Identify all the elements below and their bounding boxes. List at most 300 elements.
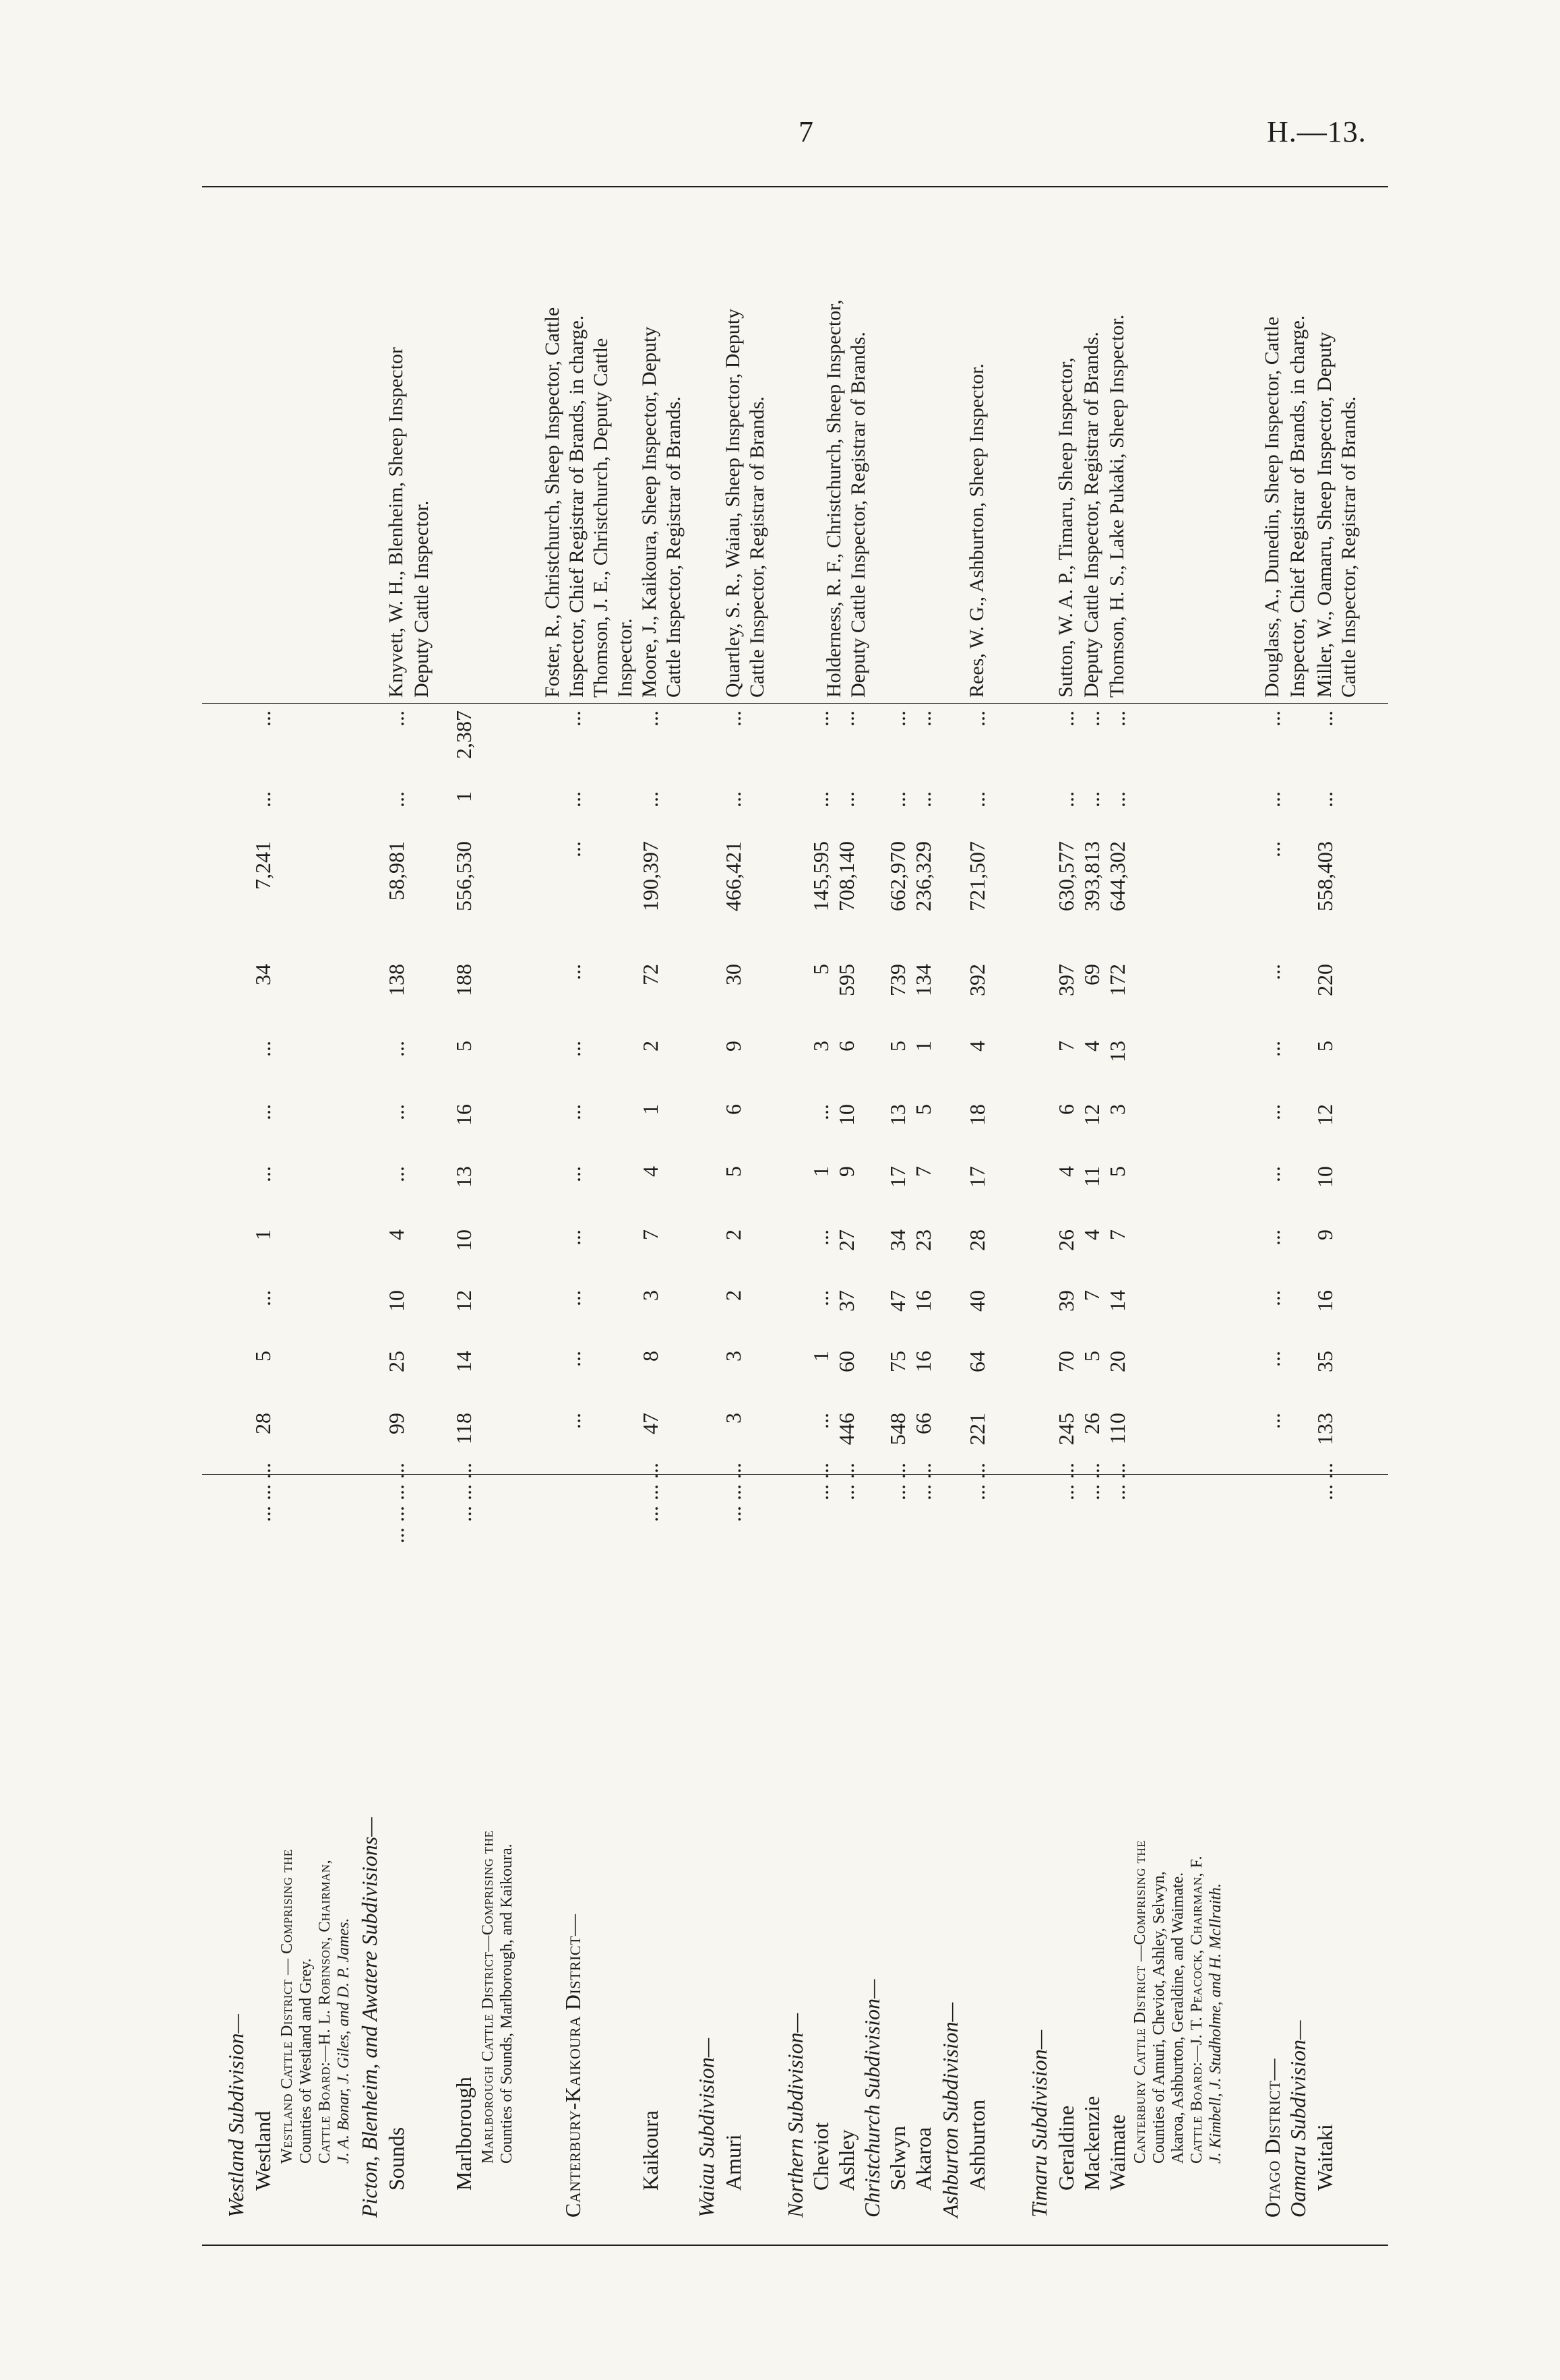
- table-cell: 70: [1054, 1351, 1078, 1372]
- table-cell: 7: [1080, 1290, 1104, 1301]
- table-cell: 28: [251, 1413, 275, 1434]
- table-cell: 5: [1080, 1351, 1104, 1362]
- table-cell: 134: [911, 964, 935, 996]
- inspector-text: Deputy Cattle Inspector, Registrar of Brands.: [847, 332, 869, 698]
- table-row: [356, 189, 383, 2245]
- row-label-text: Northern Subdivision—: [783, 2013, 807, 2218]
- inspector-text: Foster, R., Christchurch, Sheep Inspector, Cattle: [541, 307, 563, 698]
- table-cell: ...: [721, 791, 745, 807]
- row-label: [1206, 1429, 1225, 2164]
- inspector-text: Sutton, W. A. P., Timaru, Sheep Inspector,: [1055, 357, 1077, 698]
- table-cell: 17: [885, 1166, 910, 1188]
- inspector-text: Thomson, H. S., Lake Pukaki, Sheep Inspector.: [1106, 314, 1128, 698]
- row-label-text: Counties of Amuri, Cheviot, Ashley, Selwyn,: [1150, 1871, 1168, 2164]
- table-cell: ...: [561, 1290, 585, 1306]
- inspector-text: Douglass, A., Dunedin, Sheep Inspector, Cattle: [1261, 316, 1283, 698]
- table-cell: 7: [1054, 1041, 1078, 1051]
- table-cell: 5: [451, 1041, 476, 1051]
- table-cell: ...: [561, 1229, 585, 1246]
- table-cell: 18: [965, 1104, 989, 1126]
- leader-dots: ... ...: [1080, 1463, 1104, 1500]
- row-label-text: Akaroa: [911, 2127, 935, 2191]
- table-cell: 393,813: [1080, 841, 1104, 911]
- table-cell: 6: [721, 1104, 745, 1115]
- table-cell: ...: [809, 1104, 833, 1120]
- inspector-line: [964, 189, 991, 2245]
- row-label-text: Marlborough: [451, 2077, 476, 2191]
- leader-dots: ... ... ... ...: [384, 1463, 408, 1544]
- table-cell: ...: [561, 1351, 585, 1367]
- table-cell: 3: [638, 1290, 662, 1301]
- table-cell: 4: [638, 1166, 662, 1177]
- inspector-text: Thomson, J. E., Christchurch, Deputy Cattle: [590, 338, 612, 698]
- table-cell: 4: [1080, 1229, 1104, 1240]
- table-cell: 7,241: [251, 841, 275, 890]
- table-cell: ...: [251, 1290, 275, 1306]
- row-label-text: Christchurch Subdivision—: [860, 1979, 884, 2218]
- table-cell: 30: [721, 964, 745, 985]
- table-cell: 548: [885, 1413, 910, 1445]
- table-cell: 27: [834, 1229, 859, 1251]
- table-cell: 556,530: [451, 841, 476, 911]
- table-cell: 26: [1080, 1413, 1104, 1434]
- table-cell: 3: [721, 1413, 745, 1424]
- table-cell: ...: [1260, 1229, 1284, 1246]
- row-label: [782, 1483, 809, 2218]
- row-label: [497, 1429, 516, 2164]
- table-cell: ...: [561, 1041, 585, 1057]
- table-cell: 1: [251, 1229, 275, 1240]
- inspector-text: Miller, W., Oamaru, Sheep Inspector, Deputy: [1313, 332, 1336, 698]
- leader-dots: ... ...: [834, 1463, 859, 1500]
- row-label: [1026, 1483, 1053, 2218]
- table-cell: 236,329: [911, 841, 935, 911]
- row-label-text: Westland: [251, 2110, 275, 2191]
- table-cell: 397: [1054, 964, 1078, 996]
- table-row: [450, 189, 477, 2245]
- inspector-line: [539, 189, 566, 2245]
- table-cell: 7: [638, 1229, 662, 1240]
- table-cell: 75: [885, 1351, 910, 1372]
- table-cell: 69: [1080, 964, 1104, 985]
- row-label-text: Canterbury Cattle District —Comprising the: [1131, 1839, 1149, 2164]
- leader-dots: ... ... ...: [638, 1463, 662, 1522]
- table-cell: 34: [251, 964, 275, 985]
- row-label: [693, 1483, 720, 2218]
- row-label-text: Ashburton Subdivision—: [938, 2002, 962, 2218]
- table-cell: 47: [885, 1290, 910, 1312]
- row-label: [1150, 1429, 1168, 2164]
- table-cell: 39: [1054, 1290, 1078, 1312]
- table-cell: 5: [885, 1041, 910, 1051]
- row-label-text: Amuri: [721, 2134, 745, 2191]
- table-row: [937, 189, 964, 2245]
- table-cell: 220: [1313, 964, 1337, 996]
- table-cell: 708,140: [834, 841, 859, 911]
- table-cell: 9: [834, 1166, 859, 1177]
- table-cell: ...: [1260, 710, 1284, 727]
- row-label-text: Waiau Subdivision—: [694, 2038, 718, 2218]
- inspector-line: [845, 189, 872, 2245]
- table-cell: 16: [911, 1351, 935, 1372]
- table-cell: 221: [965, 1413, 989, 1445]
- leader-dots: ... ...: [809, 1463, 833, 1500]
- row-label-text: Cattle Board:—H. L. Robinson, Chairman,: [316, 1859, 334, 2164]
- row-label-text: Ashley: [834, 2129, 859, 2191]
- table-cell: 7: [1105, 1229, 1129, 1240]
- row-label-text: Otago District—: [1260, 2058, 1284, 2218]
- inspector-line: [821, 189, 848, 2245]
- table-cell: ...: [1260, 964, 1284, 980]
- table-cell: ...: [561, 1104, 585, 1120]
- table-cell: ...: [1260, 1041, 1284, 1057]
- top-rule: [202, 186, 1388, 187]
- row-label-text: Westland Subdivision—: [224, 2014, 248, 2218]
- row-label-text: Geraldine: [1054, 2105, 1078, 2191]
- row-label: [937, 1483, 964, 2218]
- table-cell: ...: [834, 710, 859, 727]
- table-cell: ...: [1105, 710, 1129, 727]
- inspector-line: [612, 189, 639, 2245]
- inspector-text: Rees, W. G., Ashburton, Sheep Inspector.: [966, 363, 988, 698]
- table-cell: ...: [911, 791, 935, 807]
- row-label-text: Selwyn: [885, 2126, 910, 2191]
- page-number: 7: [799, 115, 813, 148]
- table-cell: 595: [834, 964, 859, 996]
- table-cell: 4: [1080, 1041, 1104, 1051]
- inspector-line: [1104, 189, 1131, 2245]
- table-cell: 10: [451, 1229, 476, 1251]
- table-cell: 1: [809, 1166, 833, 1177]
- table-cell: 5: [809, 964, 833, 975]
- inspector-line: [1078, 189, 1105, 2245]
- table-cell: 7: [911, 1166, 935, 1177]
- inspector-line: [1336, 189, 1363, 2245]
- table-row: [884, 189, 911, 2245]
- inspector-line: [383, 189, 410, 2245]
- table-cell: 26: [1054, 1229, 1078, 1251]
- table-cell: 110: [1105, 1413, 1129, 1444]
- table-cell: 446: [834, 1413, 859, 1445]
- table-cell: ...: [1260, 1104, 1284, 1120]
- leader-dots: ... ...: [885, 1463, 910, 1500]
- table-cell: ...: [1260, 791, 1284, 807]
- table-cell: ...: [561, 841, 585, 857]
- inspector-text: Deputy Cattle Inspector, Registrar of Brands.: [1080, 332, 1102, 698]
- table-cell: 16: [451, 1104, 476, 1126]
- inspector-line: [408, 189, 435, 2245]
- inspector-line: [720, 189, 747, 2245]
- table-cell: ...: [251, 1041, 275, 1057]
- table-row: [249, 189, 276, 2245]
- table-cell: ...: [809, 710, 833, 727]
- row-label: [1187, 1429, 1206, 2164]
- table-cell: 1: [638, 1104, 662, 1115]
- table-cell: 60: [834, 1351, 859, 1372]
- table-cell: 14: [1105, 1290, 1129, 1312]
- leader-dots: ... ... ...: [251, 1463, 275, 1522]
- inspector-text: Inspector.: [614, 618, 636, 698]
- row-label-text: J. Kimbell, J. Studholme, and H. McIlraith.: [1207, 1883, 1224, 2164]
- table-cell: 466,421: [721, 841, 745, 911]
- table-cell: 245: [1054, 1413, 1078, 1445]
- table-cell: ...: [1260, 841, 1284, 857]
- table-cell: 13: [1105, 1041, 1129, 1062]
- table-cell: ...: [1080, 710, 1104, 727]
- table-cell: 630,577: [1054, 841, 1078, 911]
- table-cell: 4: [965, 1041, 989, 1051]
- inspector-line: [1053, 189, 1080, 2245]
- table-cell: 12: [1080, 1104, 1104, 1126]
- table-cell: ...: [561, 791, 585, 807]
- row-label-text: Westland Cattle District — Comprising the: [278, 1849, 296, 2164]
- inspector-line: [636, 189, 663, 2245]
- table-cell: 1: [911, 1041, 935, 1051]
- leader-dots: ... ...: [1054, 1463, 1078, 1500]
- row-label: [450, 1456, 477, 2191]
- row-label: [1131, 1429, 1150, 2164]
- table-cell: 13: [885, 1104, 910, 1126]
- table-cell: 4: [384, 1229, 408, 1240]
- table-cell: 20: [1105, 1351, 1129, 1372]
- table-cell: 99: [384, 1413, 408, 1434]
- inspector-text: Inspector, Chief Registrar of Brands, in charge.: [565, 315, 588, 698]
- table-cell: ...: [1260, 1290, 1284, 1306]
- table-cell: ...: [1260, 1413, 1284, 1429]
- table-cell: ...: [1260, 1166, 1284, 1182]
- table-cell: 13: [451, 1166, 476, 1188]
- table-cell: 23: [911, 1229, 935, 1251]
- table-cell: 558,403: [1313, 841, 1337, 911]
- table-cell: 5: [1313, 1041, 1337, 1051]
- inspector-line: [563, 189, 590, 2245]
- inspector-line: [744, 189, 771, 2245]
- table-cell: ...: [251, 710, 275, 727]
- table-cell: 40: [965, 1290, 989, 1312]
- table-cell: ...: [911, 710, 935, 727]
- table-cell: ...: [1080, 791, 1104, 807]
- table-cell: ...: [1105, 791, 1129, 807]
- row-label-text: Sounds: [384, 2127, 408, 2191]
- table-cell: 47: [638, 1413, 662, 1434]
- table-cell: 188: [451, 964, 476, 996]
- leader-dots: ... ...: [911, 1463, 935, 1500]
- inspector-text: Deputy Cattle Inspector.: [410, 500, 433, 698]
- inspector-line: [588, 189, 615, 2245]
- table-row: [497, 189, 524, 2245]
- table-cell: 10: [834, 1104, 859, 1126]
- row-label-text: Canterbury-Kaikoura District—: [561, 1914, 585, 2218]
- row-label-text: Mackenzie: [1080, 2096, 1104, 2191]
- row-label-text: Counties of Westland and Grey.: [297, 1958, 315, 2164]
- table-cell: 2,387: [451, 710, 476, 759]
- table-cell: 190,397: [638, 841, 662, 911]
- table-cell: ...: [965, 710, 989, 727]
- table-cell: 4: [1054, 1166, 1078, 1177]
- table-cell: ...: [384, 710, 408, 727]
- table-cell: 1: [809, 1351, 833, 1362]
- table-cell: 12: [1313, 1104, 1337, 1126]
- table-cell: 25: [384, 1351, 408, 1372]
- table-row: [782, 189, 809, 2245]
- leader-dots: ... ... ...: [721, 1463, 745, 1522]
- row-label: [910, 1456, 937, 2191]
- table-cell: 28: [965, 1229, 989, 1251]
- table-cell: 145,595: [809, 841, 833, 911]
- table-cell: ...: [561, 1413, 585, 1429]
- table-cell: 58,981: [384, 841, 408, 901]
- table-cell: 5: [721, 1166, 745, 1177]
- row-label: [1168, 1429, 1187, 2164]
- table-cell: ...: [561, 710, 585, 727]
- table-cell: ...: [251, 791, 275, 807]
- row-label-text: Timaru Subdivision—: [1027, 2030, 1051, 2218]
- row-label-text: Oamaru Subdivision—: [1286, 2020, 1310, 2218]
- inspector-text: Cattle Inspector, Registrar of Brands.: [746, 396, 768, 698]
- row-label-text: Ashburton: [965, 2099, 989, 2191]
- table-cell: 10: [384, 1290, 408, 1312]
- table-row: [693, 189, 720, 2245]
- inspector-text: Cattle Inspector, Registrar of Brands.: [662, 396, 685, 698]
- table-cell: ...: [809, 791, 833, 807]
- table-cell: 3: [721, 1351, 745, 1362]
- table-cell: 34: [885, 1229, 910, 1251]
- table-cell: ...: [1260, 1351, 1284, 1367]
- table-cell: 172: [1105, 964, 1129, 996]
- leader-dots: ... ...: [1313, 1463, 1337, 1500]
- row-label-text: Cattle Board:—J. T. Peacock, Chairman, F.: [1188, 1856, 1206, 2164]
- table-cell: 16: [911, 1290, 935, 1312]
- row-label-text: Picton, Blenheim, and Awatere Subdivisions—: [357, 1817, 381, 2218]
- table-cell: 12: [451, 1290, 476, 1312]
- table-cell: 3: [1105, 1104, 1129, 1115]
- row-label: [315, 1429, 334, 2164]
- table-cell: 5: [1105, 1166, 1129, 1177]
- inspector-text: Moore, J., Kaikoura, Sheep Inspector, Deputy: [638, 326, 660, 698]
- leader-dots: ... ...: [1105, 1463, 1129, 1500]
- table-cell: 64: [965, 1351, 989, 1372]
- table-cell: ...: [885, 710, 910, 727]
- leader-dots: ... ...: [965, 1463, 989, 1500]
- bottom-rule: [202, 2245, 1388, 2246]
- table-cell: 11: [1080, 1166, 1104, 1187]
- table-cell: 8: [638, 1351, 662, 1362]
- row-label: [249, 1456, 276, 2191]
- row-label: [297, 1429, 315, 2164]
- table-cell: 10: [1313, 1166, 1337, 1188]
- row-label: [334, 1429, 353, 2164]
- table-cell: ...: [561, 964, 585, 980]
- table-row: [1206, 189, 1233, 2245]
- table-cell: 6: [834, 1041, 859, 1051]
- inspector-text: Inspector, Chief Registrar of Brands, in charge.: [1286, 315, 1309, 698]
- inspector-line: [1284, 189, 1311, 2245]
- table-cell: 1: [451, 791, 476, 802]
- row-label-text: Waimate: [1105, 2114, 1129, 2191]
- rotated-table: [202, 189, 1388, 2245]
- table-cell: 14: [451, 1351, 476, 1372]
- table-cell: 72: [638, 964, 662, 985]
- inspector-text: Holderness, R. F., Christchurch, Sheep Inspector,: [823, 299, 845, 698]
- table-cell: ...: [809, 1229, 833, 1246]
- row-label-text: Akaroa, Ashburton, Geraldine, and Waimate.: [1169, 1872, 1187, 2164]
- table-cell: ...: [384, 791, 408, 807]
- row-label-text: J. A. Bonar, J. Giles, and D. P. James.: [335, 1918, 352, 2164]
- table-cell: 2: [721, 1290, 745, 1301]
- table-cell: 9: [1313, 1229, 1337, 1240]
- table-cell: 6: [1054, 1104, 1078, 1115]
- table-cell: 644,302: [1105, 841, 1129, 911]
- table-row: [1026, 189, 1053, 2245]
- table-cell: ...: [384, 1041, 408, 1057]
- table-row: [222, 189, 249, 2245]
- inspector-text: Knyvett, W. H., Blenheim, Sheep Inspector: [385, 347, 407, 698]
- document-code: H.—13.: [1267, 115, 1367, 148]
- table-cell: ...: [885, 791, 910, 807]
- table-cell: 17: [965, 1166, 989, 1188]
- table-cell: 739: [885, 964, 910, 996]
- table-cell: 2: [721, 1229, 745, 1240]
- table-cell: 5: [251, 1351, 275, 1362]
- table-cell: 392: [965, 964, 989, 996]
- table-cell: 66: [911, 1413, 935, 1434]
- table-cell: 35: [1313, 1351, 1337, 1372]
- row-label-text: Waitaki: [1313, 2124, 1337, 2191]
- table-row: [910, 189, 937, 2245]
- table-cell: ...: [251, 1104, 275, 1120]
- table-cell: ...: [1313, 710, 1337, 727]
- table-cell: 37: [834, 1290, 859, 1312]
- row-label: [356, 1483, 383, 2218]
- table-cell: 138: [384, 964, 408, 996]
- table-cell: ...: [721, 710, 745, 727]
- inspector-text: Quartley, S. R., Waiau, Sheep Inspector, Deputy: [722, 308, 744, 698]
- inspector-line: [1259, 189, 1286, 2245]
- table-cell: ...: [809, 1413, 833, 1429]
- row-label: [478, 1429, 497, 2164]
- row-label-text: Marlborough Cattle District—Comprising the: [479, 1830, 497, 2164]
- inspector-text: Cattle Inspector, Registrar of Brands.: [1338, 396, 1360, 698]
- table-cell: ...: [834, 791, 859, 807]
- inspector-line: [660, 189, 687, 2245]
- inspector-line: [1311, 189, 1338, 2245]
- table-cell: 9: [721, 1041, 745, 1051]
- table-cell: ...: [561, 1166, 585, 1182]
- table-cell: 3: [809, 1041, 833, 1051]
- row-label-text: Cheviot: [809, 2122, 833, 2191]
- table-cell: 721,507: [965, 841, 989, 911]
- row-label-text: Kaikoura: [638, 2110, 662, 2191]
- leader-dots: ... ... ...: [451, 1463, 476, 1522]
- table-cell: ...: [251, 1166, 275, 1182]
- row-label: [278, 1429, 297, 2164]
- table-cell: ...: [384, 1104, 408, 1120]
- table-cell: 5: [911, 1104, 935, 1115]
- row-label-text: Counties of Sounds, Marlborough, and Kaikoura.: [498, 1843, 516, 2164]
- row-label: [222, 1483, 249, 2218]
- table-cell: ...: [965, 791, 989, 807]
- table-cell: ...: [384, 1166, 408, 1182]
- table-cell: ...: [1054, 710, 1078, 727]
- table-cell: ...: [1054, 791, 1078, 807]
- row-label: [884, 1456, 911, 2191]
- table-cell: 118: [451, 1413, 476, 1444]
- table-cell: ...: [1313, 791, 1337, 807]
- table-cell: 662,970: [885, 841, 910, 911]
- table-cell: ...: [638, 710, 662, 727]
- table-cell: 133: [1313, 1413, 1337, 1445]
- table-cell: 2: [638, 1041, 662, 1051]
